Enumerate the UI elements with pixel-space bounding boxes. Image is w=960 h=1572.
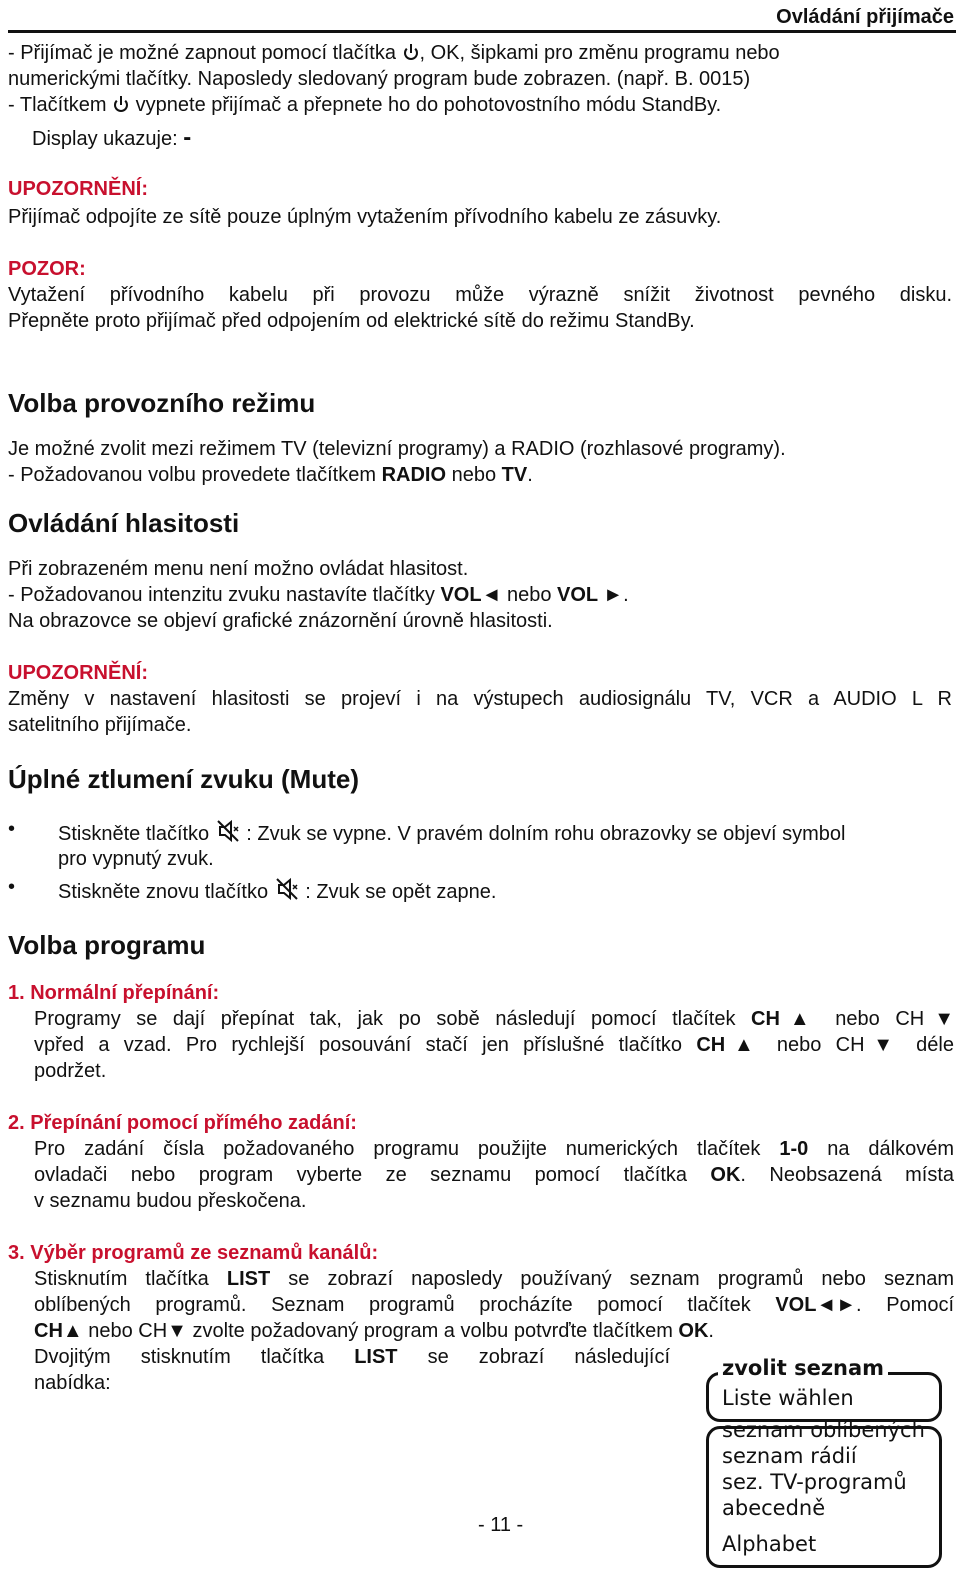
numeric-keys: 1-0	[779, 1138, 809, 1160]
intro-text: - Tlačítkem	[8, 94, 107, 116]
list-key: LIST	[226, 1268, 271, 1290]
program-text: Pro zadání čísla požadovaného programu použijte numerických tlačítek	[34, 1138, 780, 1160]
menu-title: zvolit seznam	[718, 1356, 888, 1380]
volume-line-1: Při zobrazeném menu není možno ovládat hlasitost.	[8, 558, 469, 580]
warning2-line-1: Změny v nastavení hlasitosti se projeví i na výstupech audiosignálu TV, VCR a AUDIO L R	[8, 688, 952, 710]
program-text: déle	[901, 1034, 954, 1056]
warning-title: UPOZORNĚNÍ:	[8, 662, 148, 684]
program-text: . Neobsazená místa	[740, 1164, 954, 1186]
display-value: -	[183, 124, 192, 151]
program-text: nebo	[819, 1008, 896, 1030]
mode-text: .	[527, 464, 533, 486]
radio-key: RADIO	[381, 464, 447, 486]
program-s3-line-2	[34, 1292, 954, 1318]
display-label: Display ukazuje:	[32, 128, 184, 150]
program-s3-line-3	[34, 1318, 714, 1344]
ch-up-key: CH▲	[696, 1034, 763, 1056]
warning2-line-2: satelitního přijímače.	[8, 714, 192, 736]
page-header	[8, 4, 956, 33]
menu-item: sez. TV-programů	[722, 1470, 907, 1494]
program-text: .	[708, 1320, 714, 1342]
program-text: Dvojitým stisknutím tlačítka	[34, 1346, 355, 1368]
program-text: se zobrazí naposledy používaný seznam programů nebo seznam	[270, 1268, 954, 1290]
mode-line-2	[8, 462, 533, 488]
program-s3-line-4	[34, 1344, 670, 1370]
menu-subtitle: Liste wählen	[722, 1386, 854, 1410]
program-s3-line-1	[34, 1266, 954, 1292]
mode-text: nebo	[446, 464, 502, 486]
section-heading-volume: Ovládání hlasitosti	[8, 508, 240, 538]
menu-item: abecedně	[722, 1496, 826, 1520]
caution-line-1: Vytažení přívodního kabelu při provozu může výrazně snížit životnost pevného disku.	[8, 284, 952, 306]
power-icon	[404, 46, 418, 60]
program-text: zvolte požadovaný program a volbu potvrďte tlačítkem	[186, 1320, 679, 1342]
program-text: ovladači nebo program vyberte ze seznamu pomocí tlačítka	[34, 1164, 711, 1186]
intro-text: - Přijímač je možné zapnout pomocí tlačítka	[8, 42, 396, 64]
program-s3-line-5: nabídka:	[34, 1372, 111, 1394]
mute-bullet-2	[58, 876, 496, 905]
mute-icon	[215, 818, 241, 844]
mute-icon	[274, 876, 300, 902]
program-s2-line-1	[34, 1136, 954, 1162]
mute-bullet-1	[58, 818, 845, 847]
bullet: •	[8, 818, 16, 840]
ch-down-key: CH▼	[895, 1008, 954, 1030]
ok-key: OK	[710, 1164, 741, 1186]
subsection-title-1: 1. Normální přepínání:	[8, 982, 220, 1004]
program-text: . Pomocí	[856, 1294, 954, 1316]
ch-up-key: CH▲	[751, 1008, 820, 1030]
mode-text: - Požadovanou volbu provedete tlačítkem	[8, 464, 382, 486]
program-text: nebo	[762, 1034, 836, 1056]
intro-line-1	[8, 40, 780, 66]
vol-left-key: VOL◄	[440, 584, 502, 606]
mute-text: : Zvuk se opět zapne.	[299, 881, 497, 903]
warning-title: UPOZORNĚNÍ:	[8, 178, 148, 200]
ch-up-key: CH▲	[34, 1320, 83, 1342]
power-icon	[114, 98, 128, 112]
volume-line-2	[8, 582, 629, 608]
program-text: vpřed a vzad. Pro rychlejší posouvání stačí jen příslušné tlačítko	[34, 1034, 697, 1056]
header-title: Ovládání přijímače	[776, 6, 954, 28]
mute-text: Stiskněte znovu tlačítko	[58, 881, 274, 903]
menu-footer: Alphabet	[722, 1532, 817, 1556]
section-heading-mode: Volba provozního režimu	[8, 388, 316, 418]
program-s1-line-2	[34, 1032, 954, 1058]
volume-text: nebo	[501, 584, 557, 606]
intro-line-3	[8, 92, 721, 118]
list-key: LIST	[354, 1346, 398, 1368]
mute-bullet-1-cont: pro vypnutý zvuk.	[58, 848, 214, 870]
program-text: nebo	[82, 1320, 139, 1342]
program-text: Stisknutím tlačítka	[34, 1268, 227, 1290]
section-heading-mute: Úplné ztlumení zvuku (Mute)	[8, 764, 359, 794]
bullet: •	[8, 876, 16, 898]
volume-text: .	[623, 584, 629, 606]
tv-key: TV	[501, 464, 528, 486]
program-s1-line-3: podržet.	[34, 1060, 107, 1082]
program-text: na dálkovém	[808, 1138, 954, 1160]
mode-line-1: Je možné zvolit mezi režimem TV (televizní programy) a RADIO (rozhlasové programy).	[8, 438, 786, 460]
caution-line-2: Přepněte proto přijímač před odpojením od elektrické sítě do režimu StandBy.	[8, 310, 695, 332]
intro-text: , OK, šipkami pro změnu programu nebo	[419, 42, 780, 64]
mute-text: Stiskněte tlačítko	[58, 823, 215, 845]
caution-title: POZOR:	[8, 258, 86, 280]
volume-text: - Požadovanou intenzitu zvuku nastavíte tlačítky	[8, 584, 441, 606]
subsection-title-2: 2. Přepínání pomocí přímého zadání:	[8, 1112, 357, 1134]
program-text: Programy se dají přepínat tak, jak po sobě následují pomocí tlačítek	[34, 1008, 752, 1030]
warning-text: Přijímač odpojíte ze sítě pouze úplným vytažením přívodního kabelu ze zásuvky.	[8, 206, 722, 228]
program-s2-line-3: v seznamu budou přeskočena.	[34, 1190, 307, 1212]
volume-line-3: Na obrazovce se objeví grafické znázornění úrovně hlasitosti.	[8, 610, 553, 632]
program-text: oblíbených programů. Seznam programů procházíte pomocí tlačítek	[34, 1294, 776, 1316]
ok-key: OK	[678, 1320, 709, 1342]
intro-line-2: numerickými tlačítky. Naposledy sledovaný program bude zobrazen. (např. B. 0015)	[8, 68, 751, 90]
page-number: - 11 -	[478, 1514, 524, 1536]
mute-text: : Zvuk se vypne. V pravém dolním rohu obrazovky se objeví symbol	[240, 823, 846, 845]
menu-item: seznam oblíbených	[722, 1418, 925, 1442]
vol-keys: VOL◄►	[775, 1294, 857, 1316]
subsection-title-3: 3. Výběr programů ze seznamů kanálů:	[8, 1242, 379, 1264]
ch-down-key: CH▼	[835, 1034, 902, 1056]
vol-right-key: VOL ►	[557, 584, 624, 606]
ch-down-key: CH▼	[138, 1320, 187, 1342]
intro-text: vypnete přijímač a přepnete ho do pohotovostního módu StandBy.	[135, 94, 722, 116]
section-heading-program: Volba programu	[8, 930, 206, 960]
program-s1-line-1	[34, 1006, 954, 1032]
program-text: se zobrazí následující	[397, 1346, 670, 1368]
menu-item: seznam rádií	[722, 1444, 857, 1468]
program-s2-line-2	[34, 1162, 954, 1188]
display-line	[32, 125, 191, 152]
